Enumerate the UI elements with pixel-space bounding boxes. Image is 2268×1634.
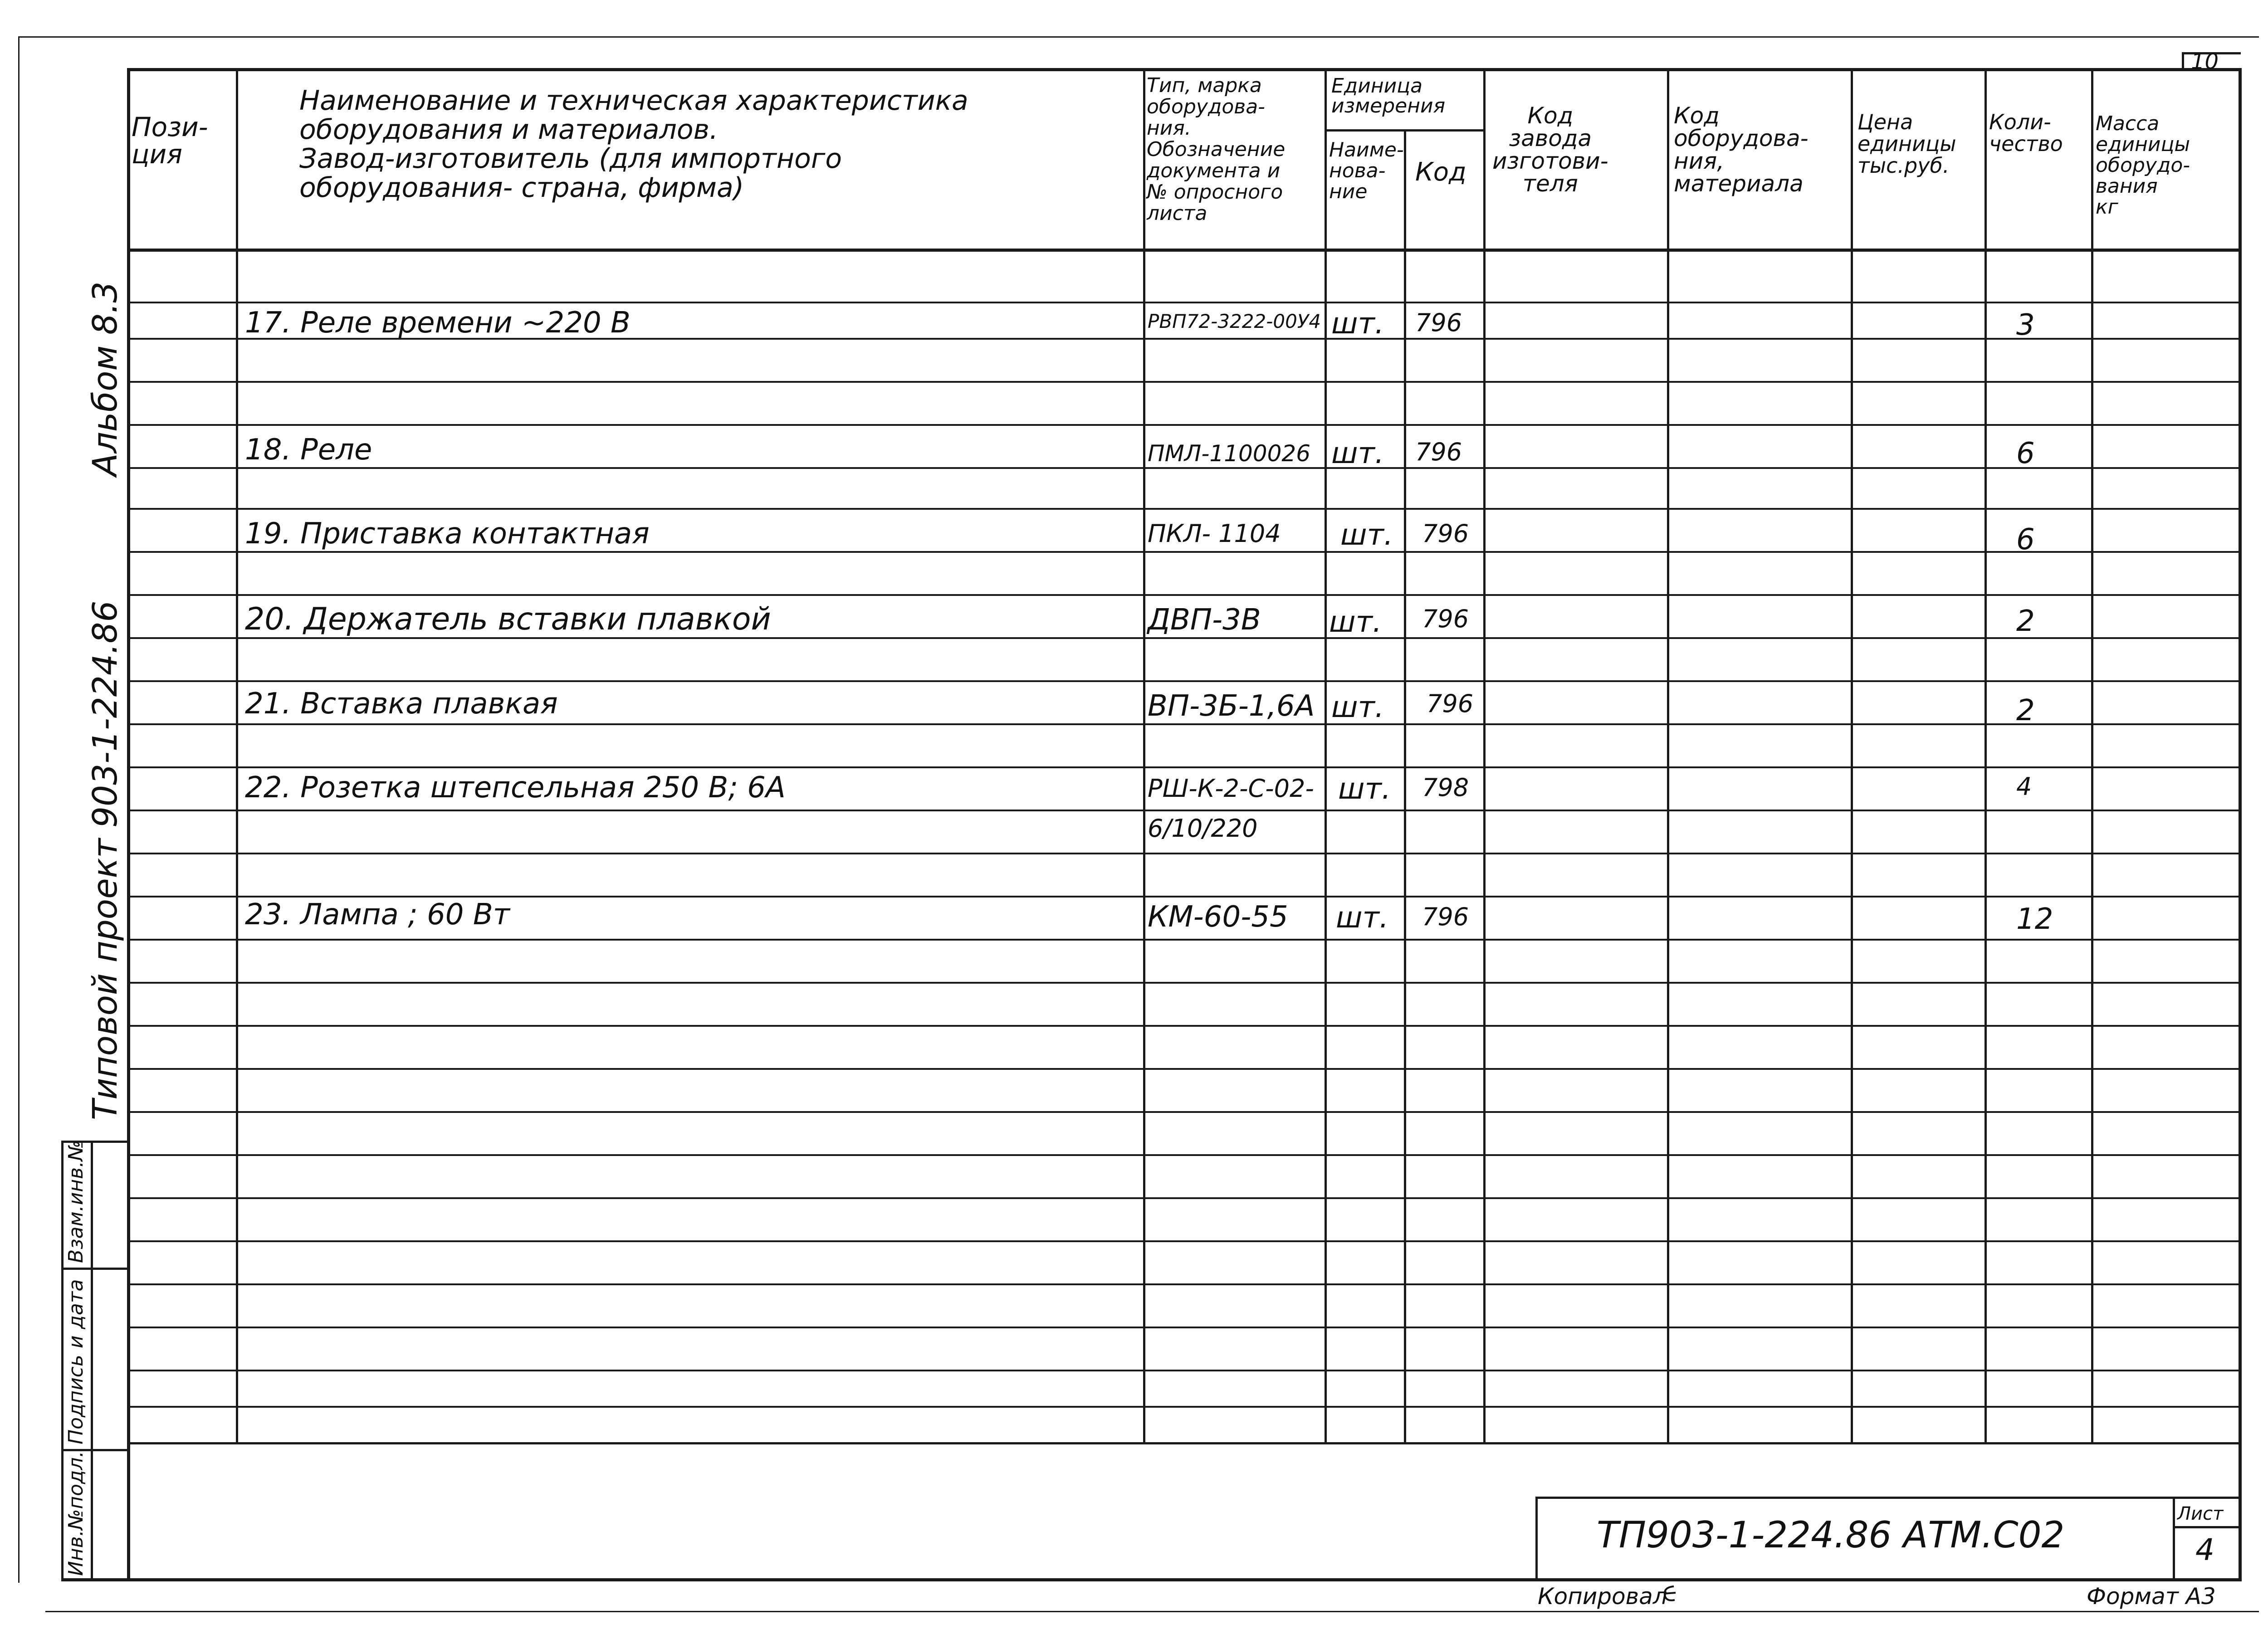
stamp-col-1 (61, 1141, 64, 1580)
item-quantity: 6 (2016, 437, 2035, 470)
item-quantity: 4 (2016, 772, 2032, 801)
item-unit: шт. (1331, 307, 1384, 341)
project-label: Типовой проект 903-1-224.86 (86, 600, 125, 1120)
item-quantity: 6 (2016, 523, 2035, 556)
sheet-trim-top (18, 36, 2259, 38)
row-line (127, 381, 2241, 383)
sheet-number: 4 (2195, 1532, 2214, 1567)
item-name: 23. Лампа ; 60 Вт (245, 898, 510, 932)
item-unit-code: 798 (1422, 773, 1469, 802)
title-block-sheet-divider (2173, 1497, 2175, 1580)
col-line-price (1984, 68, 1987, 1442)
item-type: ПКЛ- 1104 (1148, 519, 1281, 548)
row-line (127, 1406, 2241, 1408)
item-unit-code: 796 (1422, 605, 1469, 633)
item-unit-code: 796 (1422, 519, 1469, 548)
format-label: Формат А3 (2087, 1583, 2216, 1610)
row-line (127, 896, 2241, 897)
item-type-continued: 6/10/220 (1148, 814, 1258, 843)
item-type: ПМЛ-1100026 (1148, 440, 1311, 467)
table-bottom (127, 1442, 2241, 1444)
col-line-unit-code (1483, 68, 1486, 1442)
row-line (127, 766, 2241, 768)
item-name: 22. Розетка штепсельная 250 В; 6А (245, 771, 786, 805)
item-unit-code: 796 (1427, 689, 1474, 718)
row-line (127, 1240, 2241, 1242)
row-line (127, 637, 2241, 639)
row-line (127, 982, 2241, 984)
header-equipment-code: Код оборудова- ния, материала (1674, 102, 1809, 197)
item-unit: шт. (1329, 605, 1382, 639)
frame-bottom (61, 1578, 2242, 1581)
row-line (127, 680, 2241, 682)
item-type: РВП72-3222-00У4 (1148, 310, 1321, 332)
header-unit-mass: Масса единицы оборудо- вания кг (2096, 112, 2190, 219)
row-line (127, 424, 2241, 426)
sheet-corner-number: 10 (2191, 49, 2219, 74)
item-name: 21. Вставка плавкая (245, 687, 558, 721)
col-line-unit-name (1404, 132, 1406, 1442)
title-block-sheet-underline (2173, 1526, 2241, 1528)
inv-no-label: Инв.№подл. (64, 1451, 88, 1576)
col-line-position (236, 68, 238, 1442)
item-quantity: 12 (2016, 902, 2053, 936)
item-quantity: 2 (2016, 694, 2035, 727)
item-unit: шт. (1331, 691, 1384, 724)
title-block-left (1535, 1497, 1538, 1580)
row-line (127, 1025, 2241, 1027)
row-line (127, 1111, 2241, 1113)
row-line (127, 1068, 2241, 1070)
header-factory-code: Код завода изготови- теля (1492, 102, 1608, 197)
header-quantity: Коли- чество (1989, 110, 2063, 156)
row-line (127, 508, 2241, 510)
header-unit-name: Наиме- нова- ние (1329, 138, 1404, 203)
header-position: Пози- ция (132, 112, 208, 170)
item-type: РШ-К-2-С-02- (1148, 774, 1314, 803)
unit-group-underline (1325, 129, 1486, 132)
copier-signature-icon (1660, 1583, 1678, 1605)
row-line (127, 551, 2241, 553)
item-unit: шт. (1336, 901, 1389, 935)
stamp-col-2 (91, 1141, 93, 1580)
document-designation: ТП903-1-224.86 АТМ.С02 (1597, 1514, 2065, 1556)
item-type: ДВП-3В (1148, 603, 1261, 637)
row-line (127, 1283, 2241, 1285)
col-line-name (1143, 68, 1145, 1442)
item-unit-code: 796 (1422, 902, 1469, 931)
replace-inv-label: Взам.инв.№ (64, 1140, 88, 1263)
title-block-top (1535, 1497, 2241, 1499)
header-unit-group: Единица измерения (1331, 74, 1446, 117)
col-line-equipment (1851, 68, 1853, 1442)
item-unit: шт. (1331, 437, 1384, 470)
item-name: 20. Держатель вставки плавкой (245, 601, 771, 637)
sheet-trim-bottom (45, 1611, 2259, 1612)
item-name: 18. Реле (245, 433, 372, 467)
row-line (127, 939, 2241, 941)
sheet-label: Лист (2177, 1503, 2224, 1524)
signature-date-label: Подпись и дата (64, 1279, 88, 1444)
row-line (127, 1327, 2241, 1328)
item-unit-code: 796 (1415, 438, 1462, 466)
item-name: 17. Реле времени ~220 В (245, 306, 631, 340)
sheet-trim-left (18, 36, 20, 1583)
album-label: Альбом 8.3 (86, 281, 125, 476)
col-line-qty (2091, 68, 2093, 1442)
corner-box-left (2182, 52, 2184, 69)
frame-right (2239, 68, 2242, 1580)
frame-left (127, 68, 130, 1580)
row-line (127, 853, 2241, 854)
frame-top (127, 68, 2241, 71)
item-unit: шт. (1340, 518, 1393, 552)
header-unit-price: Цена единицы тыс.руб. (1857, 110, 1956, 178)
header-unit-code: Код (1415, 157, 1466, 187)
col-line-factory (1667, 68, 1669, 1442)
row-line (127, 1370, 2241, 1371)
row-line (127, 467, 2241, 469)
copied-by-label: Копировал (1538, 1583, 1667, 1610)
header-bottom (127, 249, 2241, 252)
row-line (127, 1197, 2241, 1199)
item-type: КМ-60-55 (1148, 900, 1288, 934)
stamp-sep-1 (61, 1268, 129, 1270)
item-unit: шт. (1338, 772, 1391, 806)
row-line (127, 594, 2241, 596)
header-type: Тип, марка оборудова- ния. Обозначение документа и № опросного листа (1147, 74, 1286, 225)
row-line (127, 723, 2241, 725)
item-name: 19. Приставка контактная (245, 517, 650, 551)
header-name: Наименование и техническая характеристика оборудования и материалов. Завод-изготовитель (для импортного оборудования- страна, фирма) (299, 85, 968, 204)
item-type: ВП-3Б-1,6А (1148, 689, 1315, 723)
row-line (127, 302, 2241, 303)
row-line (127, 1154, 2241, 1156)
item-quantity: 3 (2016, 308, 2035, 342)
item-unit-code: 796 (1415, 308, 1462, 337)
col-line-type (1325, 68, 1327, 1442)
row-line (127, 810, 2241, 811)
item-quantity: 2 (2016, 605, 2035, 638)
